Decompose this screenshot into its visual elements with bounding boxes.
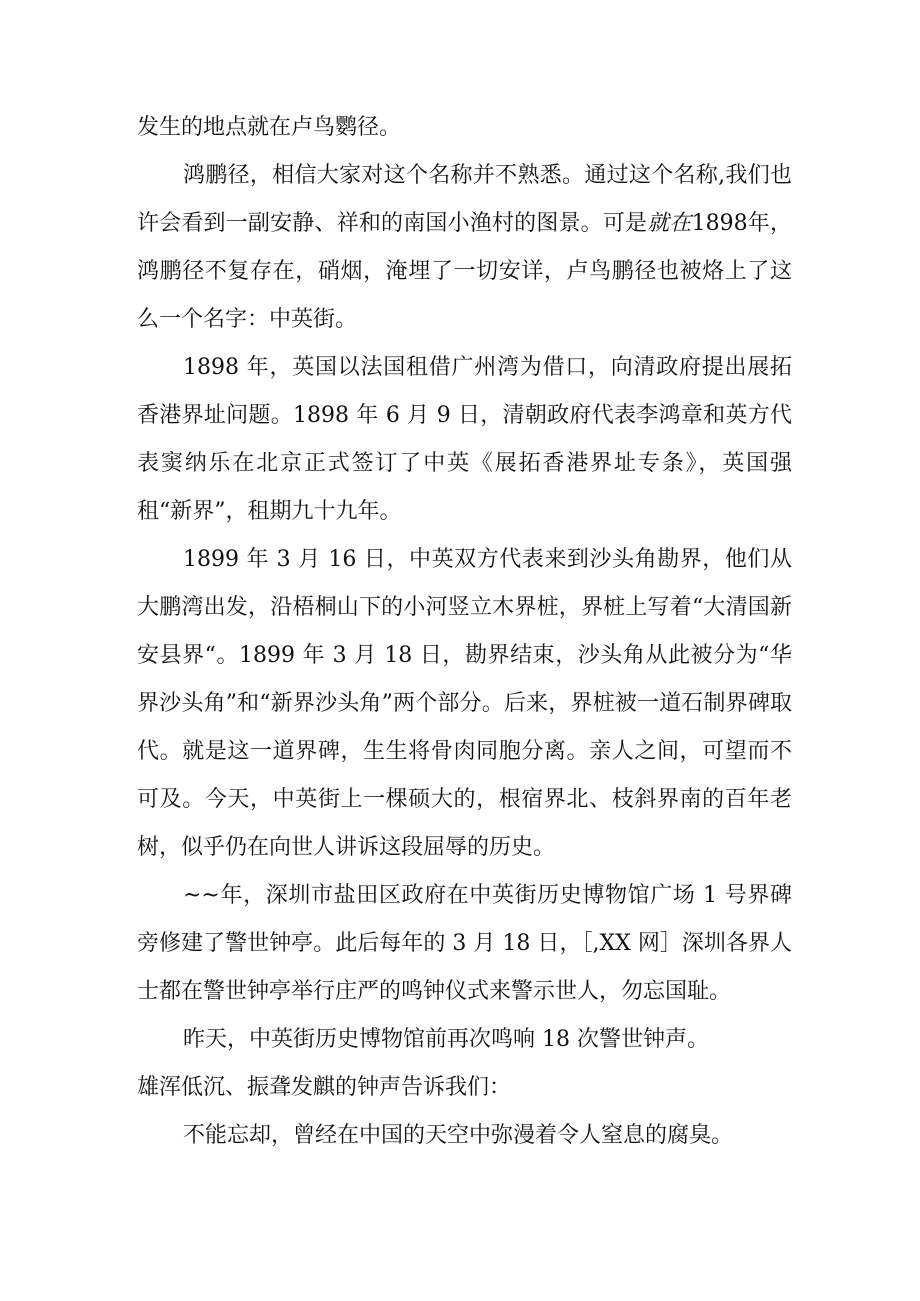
paragraph-3: 1898 年，英国以法国租借广州湾为借口，向清政府提出展拓香港界址问题。1898 年 6 月 9 日，清朝政府代表李鸿章和英方代表窦纳乐在北京正式签订了中英《展拓香港界址专条》，英国强租“新界”，租期九十九年。 (137, 355, 792, 524)
italic-emphasis: 就在 (647, 211, 692, 236)
paragraph-7: 雄浑低沉、振聋发麒的钟声告诉我们： (137, 1075, 512, 1100)
paragraph-6: 昨天，中英街历史博物馆前再次鸣响 18 次警世钟声。 (183, 1027, 709, 1052)
document-body (137, 104, 792, 1160)
paragraph-4: 1899 年 3 月 16 日，中英双方代表来到沙头角勘界，他们从大鹏湾出发，沿梧桐山下的小河竖立木界桩，界桩上写着“大清国新安县界“。1899 年 3 月 18 日，勘界结束，沙头角从此被分为“华界沙头角”和“新界沙头角”两个部分。后来，界桩被一道石制界碑取代。就是这一道界碑，生生将骨肉同胞分离。亲人之间，可望而不可及。今天，中英街上一棵硕大的，根宿界北、枝斜界南的百年老树，似乎仍在向世人讲诉这段屈辱的历史。 (137, 547, 792, 860)
paragraph-5: ~~年，深圳市盐田区政府在中英街历史博物馆广场 1 号界碑旁修建了警世钟亭。此后每年的 3 月 18 日，［,XX 网］深圳各界人士都在警世钟亭举行庄严的鸣钟仪式来警示世人，勿忘国耻。 (137, 883, 792, 1004)
paragraph-8: 不能忘却，曾经在中国的天空中弥漫着令人窒息的腐臭。 (183, 1123, 734, 1148)
paragraph-2: 鸿鹏径，相信大家对这个名称并不熟悉。通过这个名称,我们也许会看到一副安静、祥和的南国小渔村的图景。可是就在1898年，鸿鹏径不复存在，硝烟，淹埋了一切安详，卢鸟鹏径也被烙上了这么一个名字：中英街。 (137, 163, 792, 332)
paragraph-1: 发生的地点就在卢鸟鹦径。 (137, 115, 402, 140)
